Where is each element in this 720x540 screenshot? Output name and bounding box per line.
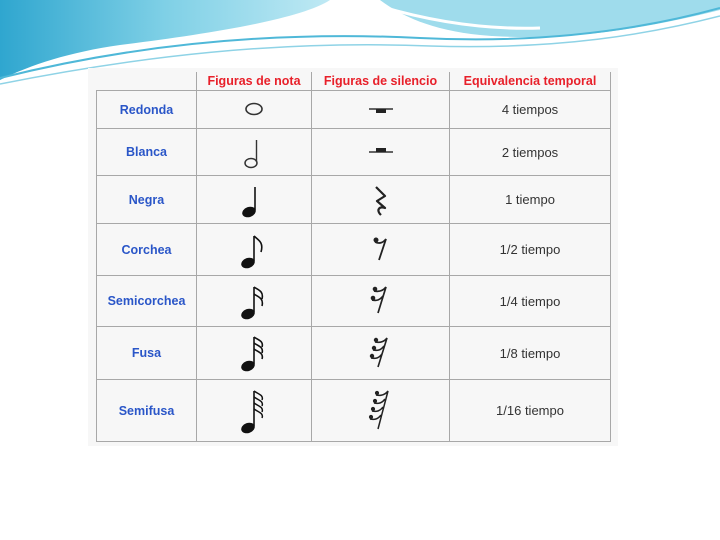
figure-name: Fusa bbox=[97, 327, 197, 380]
figure-name: Semicorchea bbox=[97, 276, 197, 327]
header-time-equivalence: Equivalencia temporal bbox=[450, 72, 611, 91]
time-equivalence: 1/16 tiempo bbox=[450, 380, 611, 442]
table-header-row bbox=[97, 72, 611, 91]
time-equivalence: 4 tiempos bbox=[450, 91, 611, 129]
time-equivalence: 1 tiempo bbox=[450, 176, 611, 224]
half-rest-icon bbox=[312, 129, 450, 176]
music-figures-table bbox=[96, 72, 611, 442]
table-row bbox=[97, 276, 611, 327]
header-blank-cell bbox=[97, 72, 197, 91]
eighth-note-icon bbox=[197, 224, 312, 276]
header-note-figures: Figuras de nota bbox=[197, 72, 312, 91]
table-row bbox=[97, 176, 611, 224]
figure-name: Corchea bbox=[97, 224, 197, 276]
sixty-fourth-rest-icon bbox=[312, 380, 450, 442]
sixteenth-note-icon bbox=[197, 276, 312, 327]
figure-name: Redonda bbox=[97, 91, 197, 129]
figure-name: Semifusa bbox=[97, 380, 197, 442]
sixty-fourth-note-icon bbox=[197, 380, 312, 442]
time-equivalence: 1/4 tiempo bbox=[450, 276, 611, 327]
figure-name: Blanca bbox=[97, 129, 197, 176]
table-row bbox=[97, 327, 611, 380]
music-figures-table-image bbox=[88, 68, 618, 446]
time-equivalence: 1/2 tiempo bbox=[450, 224, 611, 276]
quarter-note-icon bbox=[197, 176, 312, 224]
table-row bbox=[97, 380, 611, 442]
time-equivalence: 1/8 tiempo bbox=[450, 327, 611, 380]
table-row bbox=[97, 224, 611, 276]
whole-rest-icon bbox=[312, 91, 450, 129]
figure-name: Negra bbox=[97, 176, 197, 224]
time-equivalence: 2 tiempos bbox=[450, 129, 611, 176]
quarter-rest-icon bbox=[312, 176, 450, 224]
eighth-rest-icon bbox=[312, 224, 450, 276]
sixteenth-rest-icon bbox=[312, 276, 450, 327]
header-rest-figures: Figuras de silencio bbox=[312, 72, 450, 91]
thirty-second-note-icon bbox=[197, 327, 312, 380]
thirty-second-rest-icon bbox=[312, 327, 450, 380]
whole-note-icon bbox=[197, 91, 312, 129]
table-row bbox=[97, 129, 611, 176]
half-note-icon bbox=[197, 129, 312, 176]
table-row bbox=[97, 91, 611, 129]
